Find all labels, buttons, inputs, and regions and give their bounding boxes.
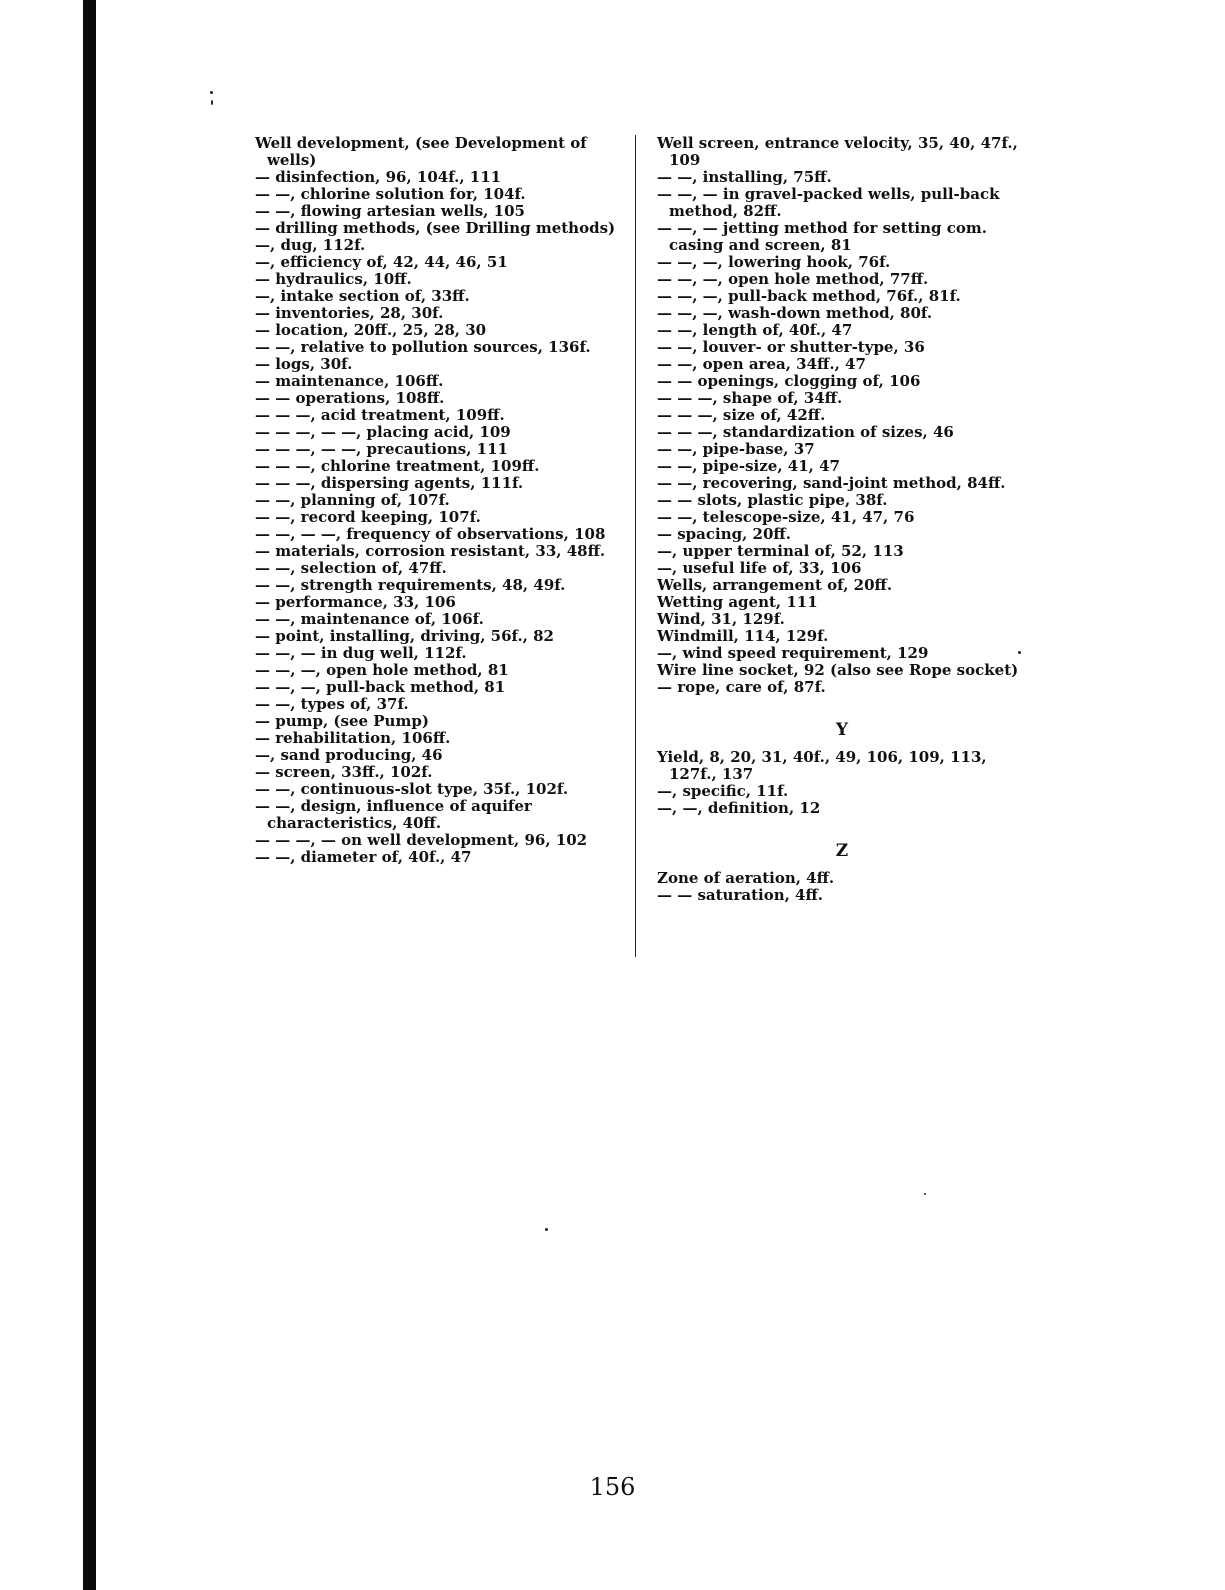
index-entry: —, wind speed requirement, 129 [657, 644, 929, 662]
binding-edge [83, 0, 96, 1590]
index-entry: Wetting agent, 111 [657, 593, 818, 611]
index-entry: — —, types of, 37f. [255, 695, 409, 713]
index-entry: — — openings, clogging of, 106 [657, 372, 921, 390]
index-entry: Wind, 31, 129f. [657, 610, 785, 628]
page-number: 156 [589, 1473, 636, 1501]
index-entry: — location, 20ff., 25, 28, 30 [255, 321, 487, 339]
index-entry: — —, diameter of, 40f., 47 [255, 848, 472, 866]
index-entry: — —, — in dug well, 112f. [255, 644, 467, 662]
index-entry: — — operations, 108ff. [255, 389, 445, 407]
index-entry: —, specific, 11f. [657, 782, 789, 800]
index-entry: — spacing, 20ff. [657, 525, 791, 543]
index-entry: — inventories, 28, 30f. [255, 304, 444, 322]
index-entry: — point, installing, driving, 56f., 82 [255, 627, 554, 645]
index-entry: — logs, 30f. [255, 355, 353, 373]
index-entry: — —, relative to pollution sources, 136f. [255, 338, 591, 356]
index-entry: — —, continuous-slot type, 35f., 102f. [255, 780, 569, 798]
index-entry: —, —, definition, 12 [657, 799, 821, 817]
index-column-right [657, 135, 1027, 904]
index-entry: — —, —, lowering hook, 76f. [657, 253, 891, 271]
index-entry: — —, —, wash-down method, 80f. [657, 304, 933, 322]
index-entry: — —, record keeping, 107f. [255, 508, 481, 526]
index-entry: — — —, acid treatment, 109ff. [255, 406, 505, 424]
index-entry: — —, telescope-size, 41, 47, 76 [657, 508, 915, 526]
index-entry: — drilling methods, (see Drilling methods) [255, 219, 616, 237]
scan-speck [545, 1228, 548, 1231]
index-entry: — — —, dispersing agents, 111f. [255, 474, 524, 492]
index-entry: — — —, shape of, 34ff. [657, 389, 843, 407]
index-entry: —, intake section of, 33ff. [255, 287, 470, 305]
index-entry: — —, — —, frequency of observations, 108 [255, 525, 606, 543]
index-entry: — — —, — —, precautions, 111 [255, 440, 508, 458]
index-entry: — — saturation, 4ff. [657, 886, 824, 904]
index-entry: — — —, — on well development, 96, 102 [255, 831, 588, 849]
index-entry: — performance, 33, 106 [255, 593, 456, 611]
index-entry: Yield, 8, 20, 31, 40f., 49, 106, 109, 113, 127f., 137 [657, 748, 987, 783]
index-entry: — —, chlorine solution for, 104f. [255, 185, 526, 203]
index-entry: — —, pipe-base, 37 [657, 440, 815, 458]
index-entry: Well development, (see Development of wells) [255, 134, 587, 169]
index-entry: — — —, — —, placing acid, 109 [255, 423, 511, 441]
index-entry: — maintenance, 106ff. [255, 372, 444, 390]
z-entries [657, 870, 1027, 904]
index-entry: — —, — in gravel-packed wells, pull-back method, 82ff. [657, 185, 1000, 220]
index-entry: Windmill, 114, 129f. [657, 627, 829, 645]
index-entry: — —, pipe-size, 41, 47 [657, 457, 840, 475]
index-entry: — rope, care of, 87f. [657, 678, 826, 696]
index-entry: Wells, arrangement of, 20ff. [657, 576, 893, 594]
index-column-left [255, 135, 625, 866]
index-entry: — —, — jetting method for setting com. casing and screen, 81 [657, 219, 987, 254]
index-entry: Wire line socket, 92 (also see Rope socket) [657, 661, 1019, 679]
index-entry: — — —, chlorine treatment, 109ff. [255, 457, 540, 475]
index-entry: Zone of aeration, 4ff. [657, 869, 835, 887]
index-entry: — —, design, influence of aquifer characteristics, 40ff. [255, 797, 532, 832]
index-entry: —, efficiency of, 42, 44, 46, 51 [255, 253, 508, 271]
scan-speck [210, 91, 213, 94]
index-entry: — —, maintenance of, 106f. [255, 610, 484, 628]
y-entries [657, 749, 1027, 817]
index-entry: — hydraulics, 10ff. [255, 270, 412, 288]
index-entry: — —, length of, 40f., 47 [657, 321, 853, 339]
index-entry: — — slots, plastic pipe, 38f. [657, 491, 888, 509]
index-entry: — rehabilitation, 106ff. [255, 729, 451, 747]
index-entry: — disinfection, 96, 104f., 111 [255, 168, 502, 186]
index-entry: — —, —, pull-back method, 76f., 81f. [657, 287, 961, 305]
index-entry: — screen, 33ff., 102f. [255, 763, 433, 781]
index-entry: — —, —, pull-back method, 81 [255, 678, 506, 696]
scan-speck [211, 100, 213, 105]
index-entry: — —, louver- or shutter-type, 36 [657, 338, 925, 356]
index-entry: — —, strength requirements, 48, 49f. [255, 576, 566, 594]
index-entry: — — —, standardization of sizes, 46 [657, 423, 954, 441]
column-divider [635, 135, 636, 957]
index-entry: —, upper terminal of, 52, 113 [657, 542, 904, 560]
index-entry: — —, selection of, 47ff. [255, 559, 447, 577]
index-entry: — —, planning of, 107f. [255, 491, 450, 509]
section-letter-y: Y [835, 720, 849, 740]
index-entry: —, dug, 112f. [255, 236, 366, 254]
index-entry: — —, —, open hole method, 81 [255, 661, 509, 679]
index-entry: — —, installing, 75ff. [657, 168, 832, 186]
scan-speck [924, 1193, 926, 1195]
index-entry: — materials, corrosion resistant, 33, 48ff. [255, 542, 606, 560]
index-entry: — —, —, open hole method, 77ff. [657, 270, 929, 288]
w-entries [657, 135, 1027, 696]
index-entry: — pump, (see Pump) [255, 712, 429, 730]
index-entry: —, useful life of, 33, 106 [657, 559, 862, 577]
index-entry: — —, open area, 34ff., 47 [657, 355, 866, 373]
index-entry: — —, flowing artesian wells, 105 [255, 202, 525, 220]
index-entry: — — —, size of, 42ff. [657, 406, 826, 424]
section-letter-z: Z [835, 841, 849, 861]
index-entry: — —, recovering, sand-joint method, 84ff. [657, 474, 1006, 492]
index-entry: Well screen, entrance velocity, 35, 40, 47f., 109 [657, 134, 1018, 169]
index-entry: —, sand producing, 46 [255, 746, 443, 764]
